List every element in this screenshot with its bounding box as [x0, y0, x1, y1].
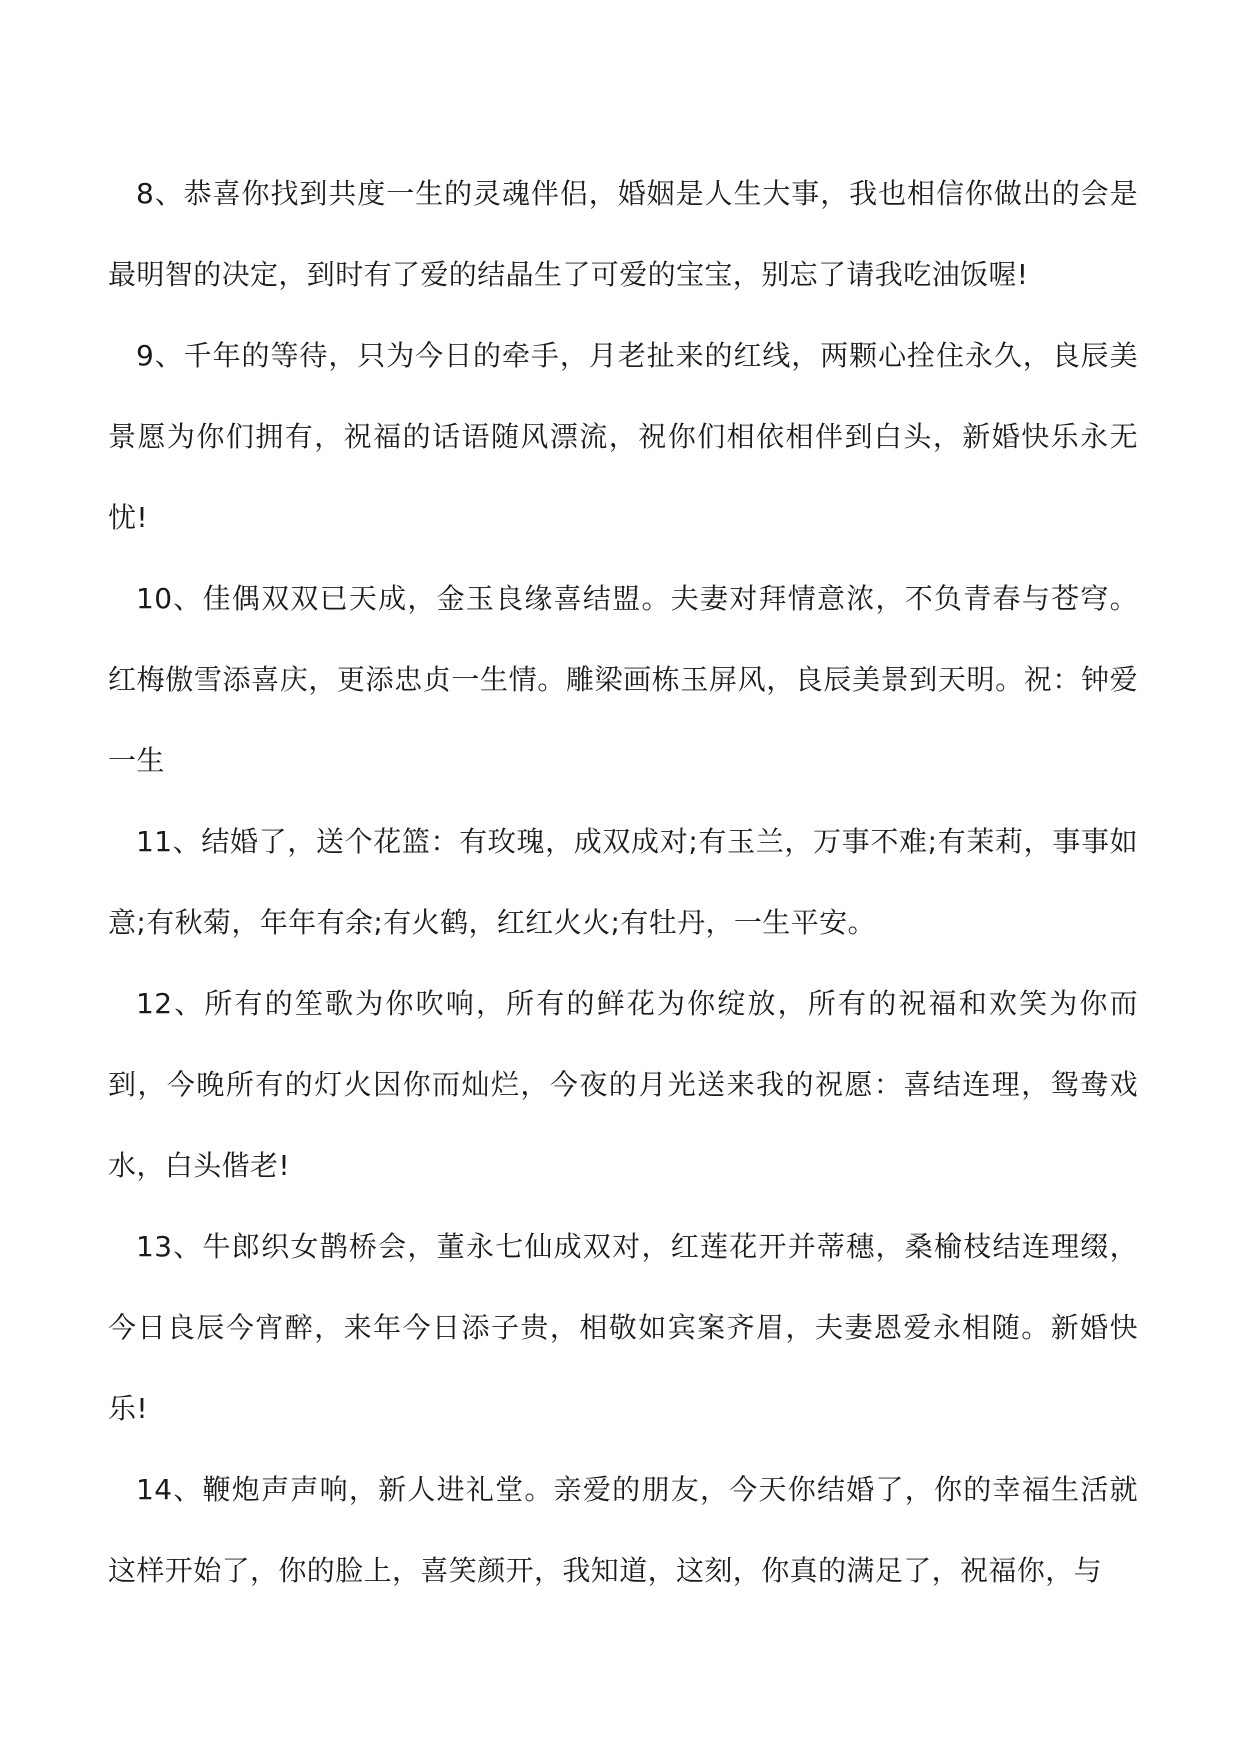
paragraph-13: 13、牛郎织女鹊桥会，董永七仙成双对，红莲花开并蒂穗，桑榆枝结连理缀，今日良辰今宵醉，来年今日添子贵，相敬如宾案齐眉，夫妻恩爱永相随。新婚快乐!	[108, 1230, 1138, 1425]
paragraph-8: 8、恭喜你找到共度一生的灵魂伴侣，婚姻是人生大事，我也相信你做出的会是最明智的决定，到时有了爱的结晶生了可爱的宝宝，别忘了请我吃油饭喔!	[108, 177, 1138, 291]
paragraph-12: 12、所有的笙歌为你吹响，所有的鲜花为你绽放，所有的祝福和欢笑为你而到，今晚所有的灯火因你而灿烂，今夜的月光送来我的祝愿：喜结连理，鸳鸯戏水，白头偕老!	[108, 987, 1138, 1182]
paragraph-9: 9、千年的等待，只为今日的牵手，月老扯来的红线，两颗心拴住永久，良辰美景愿为你们拥有，祝福的话语随风漂流，祝你们相依相伴到白头，新婚快乐永无忧!	[108, 339, 1138, 534]
body-text	[108, 153, 1138, 1611]
paragraph-10: 10、佳偶双双已天成，金玉良缘喜结盟。夫妻对拜情意浓，不负青春与苍穹。红梅傲雪添喜庆，更添忠贞一生情。雕梁画栋玉屏风，良辰美景到天明。祝：钟爱一生	[108, 582, 1138, 777]
paragraph-14: 14、鞭炮声声响，新人进礼堂。亲爱的朋友，今天你结婚了，你的幸福生活就这样开始了，你的脸上，喜笑颜开，我知道，这刻，你真的满足了，祝福你，与	[108, 1473, 1138, 1587]
paragraph-11: 11、结婚了，送个花篮：有玫瑰，成双成对;有玉兰，万事不难;有茉莉，事事如意;有秋菊，年年有余;有火鹤，红红火火;有牡丹，一生平安。	[108, 825, 1138, 939]
